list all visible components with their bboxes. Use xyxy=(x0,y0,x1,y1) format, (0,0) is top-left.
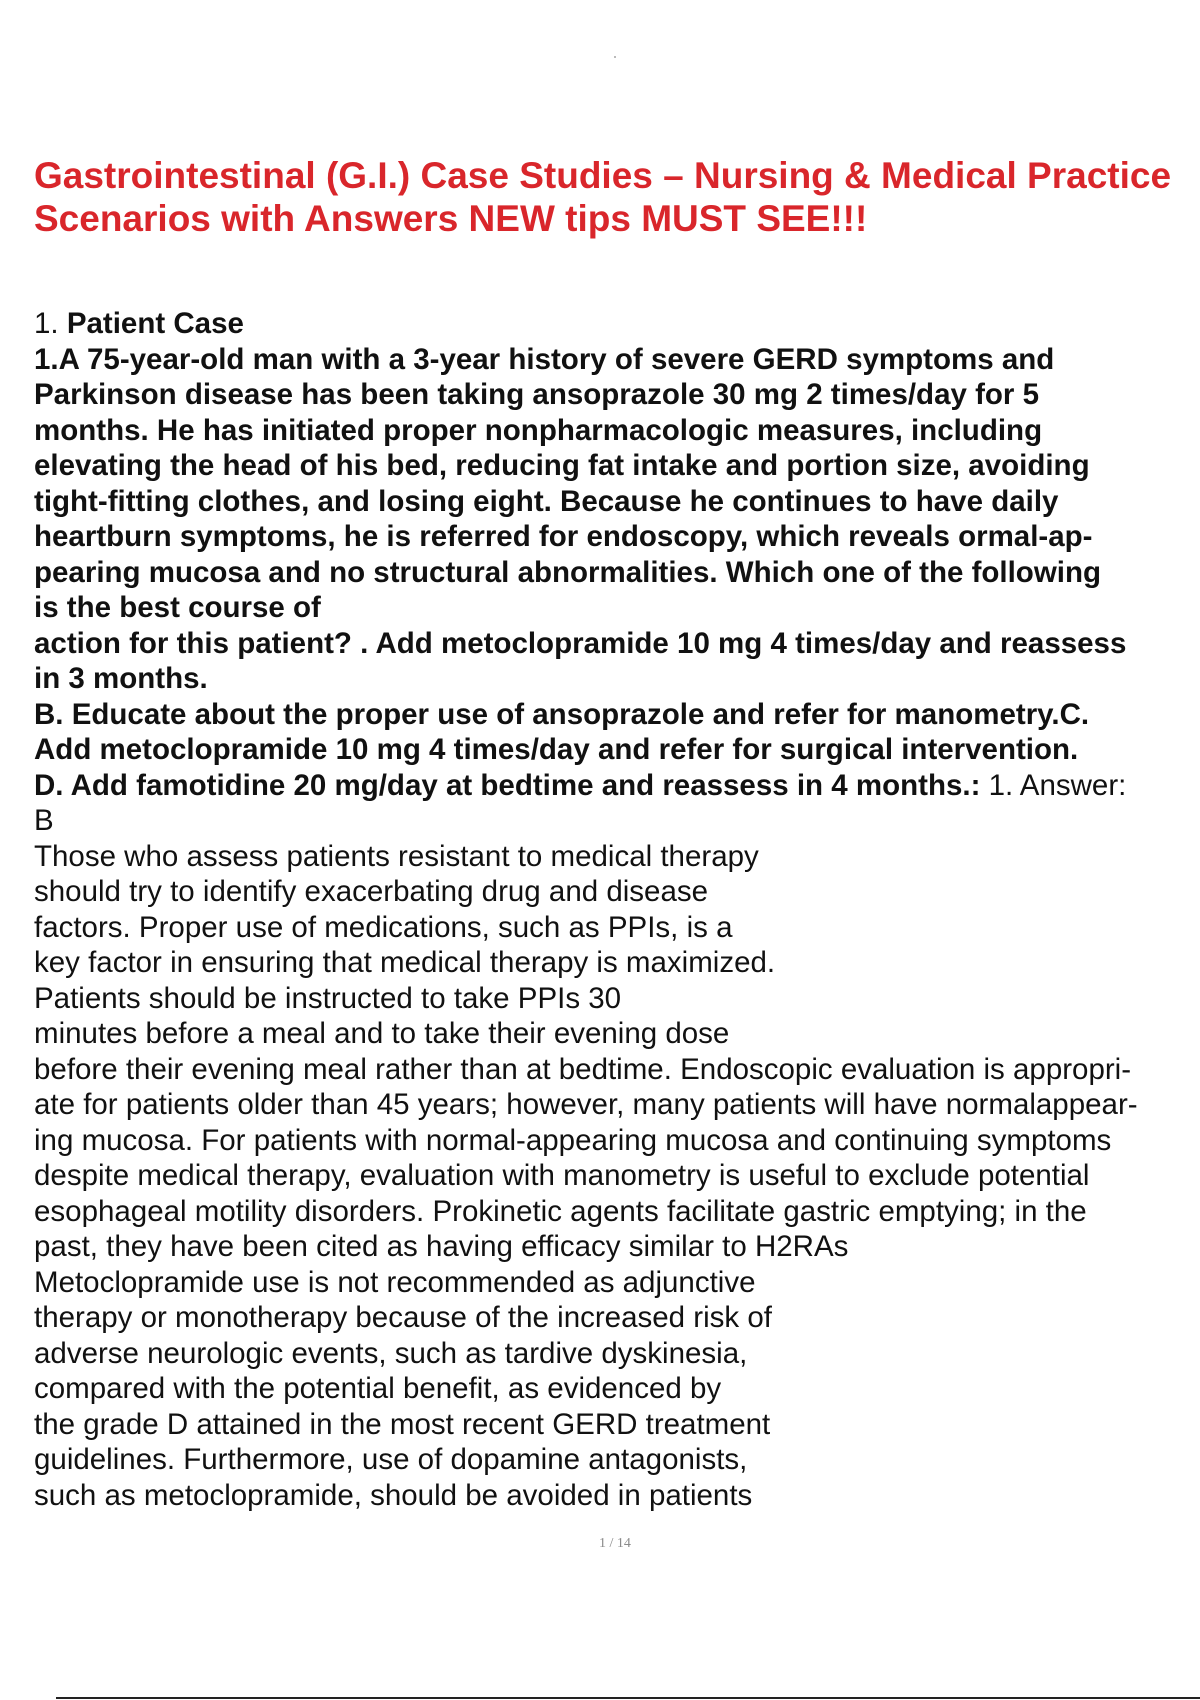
title-line-1: Gastrointestinal (G.I.) Case Studies – Nursing & Medical Practice xyxy=(34,155,1172,196)
question-line-1: 1.A 75-year-old man with a 3-year history of severe GERD symptoms and xyxy=(34,342,1055,376)
question-line-4: elevating the head of his bed, reducing fat intake and portion size, avoiding xyxy=(34,449,1090,482)
explanation-line-14: therapy or monotherapy because of the increased risk of xyxy=(34,1301,772,1334)
question-line-10: in 3 months. xyxy=(34,662,208,695)
explanation-line-1: Those who assess patients resistant to medical therapy xyxy=(34,839,759,873)
question-line-6: heartburn symptoms, he is referred for endoscopy, which reveals ormal-ap- xyxy=(34,520,1093,553)
question-line-8: is the best course of xyxy=(34,591,321,624)
case-content xyxy=(34,306,1200,1513)
question-line-12: Add metoclopramide 10 mg 4 times/day and refer for surgical intervention. xyxy=(34,733,1079,766)
scan-speck xyxy=(614,56,616,58)
section-number: 1. xyxy=(34,307,59,340)
explanation-line-3: factors. Proper use of medications, such as PPIs, is a xyxy=(34,910,733,944)
explanation-line-12: past, they have been cited as having efficacy similar to H2RAs xyxy=(34,1230,849,1263)
answer-label: 1. Answer: xyxy=(980,768,1127,802)
question-line-5: tight-fitting clothes, and losing eight. Because he continues to have daily xyxy=(34,484,1059,518)
explanation-line-8: ate for patients older than 45 years; however, many patients will have normalappear- xyxy=(34,1088,1138,1121)
explanation-line-19: such as metoclopramide, should be avoided in patients xyxy=(34,1478,753,1512)
section-title: Patient Case xyxy=(66,307,244,340)
explanation-line-5: Patients should be instructed to take PPIs 30 xyxy=(34,981,622,1015)
explanation-line-10: despite medical therapy, evaluation with manometry is useful to exclude potential xyxy=(34,1159,1090,1192)
section-heading xyxy=(34,306,1200,342)
explanation-line-13: Metoclopramide use is not recommended as adjunctive xyxy=(34,1265,756,1299)
bottom-divider xyxy=(56,1697,1200,1699)
explanation-line-11: esophageal motility disorders. Prokinetic agents facilitate gastric emptying; in the xyxy=(34,1194,1087,1228)
explanation-line-17: the grade D attained in the most recent GERD treatment xyxy=(34,1407,771,1441)
question-line-9: action for this patient? . Add metoclopramide 10 mg 4 times/day and reassess xyxy=(34,626,1127,660)
question-line-3: months. He has initiated proper nonpharmacologic measures, including xyxy=(34,413,1043,447)
explanation-line-18: guidelines. Furthermore, use of dopamine antagonists, xyxy=(34,1443,748,1476)
page-number: 1 / 14 xyxy=(599,1536,631,1551)
explanation-line-7: before their evening meal rather than at bedtime. Endoscopic evaluation is appropri- xyxy=(34,1052,1132,1086)
explanation-line-15: adverse neurologic events, such as tardive dyskinesia, xyxy=(34,1336,748,1370)
question-line-13 xyxy=(34,768,1200,804)
document-title xyxy=(34,154,1200,240)
answer-value: B xyxy=(34,804,54,837)
title-line-2: Scenarios with Answers NEW tips MUST SEE!!! xyxy=(34,198,868,239)
explanation-line-6: minutes before a meal and to take their evening dose xyxy=(34,1017,730,1050)
question-line-7: pearing mucosa and no structural abnormalities. Which one of the following xyxy=(34,555,1102,589)
explanation-line-4: key factor in ensuring that medical therapy is maximized. xyxy=(34,946,776,979)
explanation-line-2: should try to identify exacerbating drug and disease xyxy=(34,875,709,908)
explanation-line-16: compared with the potential benefit, as evidenced by xyxy=(34,1372,722,1405)
question-line-2: Parkinson disease has been taking ansoprazole 30 mg 2 times/day for 5 xyxy=(34,378,1040,411)
question-line-11: B. Educate about the proper use of ansoprazole and refer for manometry.C. xyxy=(34,697,1090,731)
explanation-line-9: ing mucosa. For patients with normal-appearing mucosa and continuing symptoms xyxy=(34,1123,1112,1157)
option-d: D. Add famotidine 20 mg/day at bedtime and reassess in 4 months.: xyxy=(34,768,981,802)
